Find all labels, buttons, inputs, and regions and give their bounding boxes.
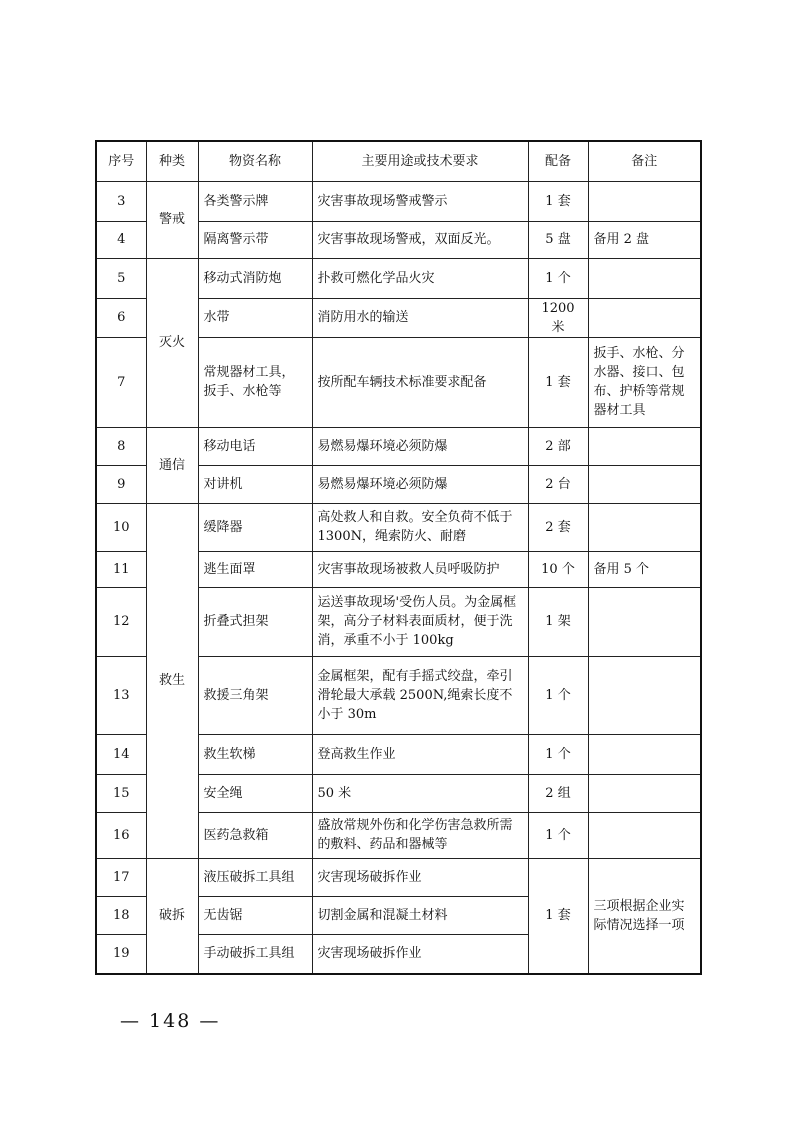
name-cell: 手动破拆工具组: [198, 934, 312, 974]
name-cell: 折叠式担架: [198, 587, 312, 656]
seq-cell: 19: [96, 934, 146, 974]
header-note: 备注: [588, 141, 701, 181]
use-cell: 切割金属和混凝土材料: [312, 896, 528, 934]
seq-cell: 5: [96, 258, 146, 298]
note-cell: [588, 427, 701, 465]
table-row: [96, 258, 701, 298]
name-cell: 水带: [198, 298, 312, 337]
name-cell: 救援三角架: [198, 656, 312, 734]
seq-cell: 7: [96, 337, 146, 427]
use-cell: 灾害事故现场被救人员呼吸防护: [312, 551, 528, 587]
use-cell: 按所配车辆技术标准要求配备: [312, 337, 528, 427]
use-cell: 易燃易爆环境必须防爆: [312, 465, 528, 503]
name-cell: 逃生面罩: [198, 551, 312, 587]
seq-cell: 14: [96, 734, 146, 774]
table-row: [96, 427, 701, 465]
table-row: [96, 503, 701, 551]
use-cell: 金属框架，配有手摇式绞盘，牵引滑轮最大承载 2500N,绳索长度不小于 30m: [312, 656, 528, 734]
note-cell: [588, 734, 701, 774]
name-cell: 各类警示牌: [198, 181, 312, 221]
quantity-cell: 1 个: [528, 812, 588, 858]
table-row: [96, 181, 701, 221]
quantity-cell: 1200 米: [528, 298, 588, 337]
note-cell: [588, 587, 701, 656]
quantity-cell: 1 个: [528, 734, 588, 774]
use-cell: 易燃易爆环境必须防爆: [312, 427, 528, 465]
name-cell: 医药急救箱: [198, 812, 312, 858]
use-cell: 盛放常规外伤和化学伤害急救所需的敷料、药品和器械等: [312, 812, 528, 858]
use-cell: 灾害事故现场警戒警示: [312, 181, 528, 221]
use-cell: 扑救可燃化学品火灾: [312, 258, 528, 298]
name-cell: 常规器材工具，扳手、水枪等: [198, 337, 312, 427]
seq-cell: 15: [96, 774, 146, 812]
use-cell: 灾害现场破拆作业: [312, 934, 528, 974]
use-cell: 灾害事故现场警戒，双面反光。: [312, 221, 528, 258]
use-cell: 50 米: [312, 774, 528, 812]
seq-cell: 4: [96, 221, 146, 258]
header-use: 主要用途或技术要求: [312, 141, 528, 181]
name-cell: 救生软梯: [198, 734, 312, 774]
category-cell: 通信: [146, 427, 198, 503]
note-cell: 三项根据企业实际情况选择一项: [588, 858, 701, 974]
quantity-cell: 1 套: [528, 858, 588, 974]
use-cell: 消防用水的输送: [312, 298, 528, 337]
quantity-cell: 2 台: [528, 465, 588, 503]
quantity-cell: 2 组: [528, 774, 588, 812]
name-cell: 隔离警示带: [198, 221, 312, 258]
seq-cell: 6: [96, 298, 146, 337]
header-category: 种类: [146, 141, 198, 181]
category-cell: 救生: [146, 503, 198, 858]
table-row: [96, 858, 701, 896]
seq-cell: 16: [96, 812, 146, 858]
category-cell: 灭火: [146, 258, 198, 427]
name-cell: 对讲机: [198, 465, 312, 503]
note-cell: [588, 298, 701, 337]
note-cell: [588, 503, 701, 551]
name-cell: 安全绳: [198, 774, 312, 812]
quantity-cell: 1 套: [528, 337, 588, 427]
use-cell: 灾害现场破拆作业: [312, 858, 528, 896]
note-cell: [588, 181, 701, 221]
name-cell: 液压破拆工具组: [198, 858, 312, 896]
name-cell: 无齿锯: [198, 896, 312, 934]
seq-cell: 12: [96, 587, 146, 656]
seq-cell: 10: [96, 503, 146, 551]
quantity-cell: 2 套: [528, 503, 588, 551]
quantity-cell: 1 个: [528, 656, 588, 734]
quantity-cell: 1 个: [528, 258, 588, 298]
quantity-cell: 1 套: [528, 181, 588, 221]
use-cell: 运送事故现场'受伤人员。为金属框架，高分子材料表面质材，便于洗消，承重不小于 100kg: [312, 587, 528, 656]
header-quantity: 配备: [528, 141, 588, 181]
note-cell: [588, 465, 701, 503]
quantity-cell: 10 个: [528, 551, 588, 587]
quantity-cell: 5 盘: [528, 221, 588, 258]
name-cell: 移动式消防炮: [198, 258, 312, 298]
seq-cell: 8: [96, 427, 146, 465]
category-cell: 警戒: [146, 181, 198, 258]
use-cell: 登高救生作业: [312, 734, 528, 774]
note-cell: 扳手、水枪、分水器、接口、包布、护桥等常规器材工具: [588, 337, 701, 427]
header-name: 物资名称: [198, 141, 312, 181]
quantity-cell: 1 架: [528, 587, 588, 656]
seq-cell: 9: [96, 465, 146, 503]
note-cell: 备用 2 盘: [588, 221, 701, 258]
quantity-cell: 2 部: [528, 427, 588, 465]
page-number: — 148 —: [120, 1010, 221, 1032]
note-cell: 备用 5 个: [588, 551, 701, 587]
note-cell: [588, 258, 701, 298]
table-header-row: [96, 141, 701, 181]
name-cell: 移动电话: [198, 427, 312, 465]
materials-table: [95, 140, 702, 975]
name-cell: 缓降器: [198, 503, 312, 551]
note-cell: [588, 812, 701, 858]
seq-cell: 3: [96, 181, 146, 221]
seq-cell: 18: [96, 896, 146, 934]
seq-cell: 11: [96, 551, 146, 587]
seq-cell: 13: [96, 656, 146, 734]
category-cell: 破拆: [146, 858, 198, 974]
note-cell: [588, 774, 701, 812]
seq-cell: 17: [96, 858, 146, 896]
use-cell: 高处救人和自救。安全负荷不低于 1300N，绳索防火、耐磨: [312, 503, 528, 551]
note-cell: [588, 656, 701, 734]
header-seq: 序号: [96, 141, 146, 181]
